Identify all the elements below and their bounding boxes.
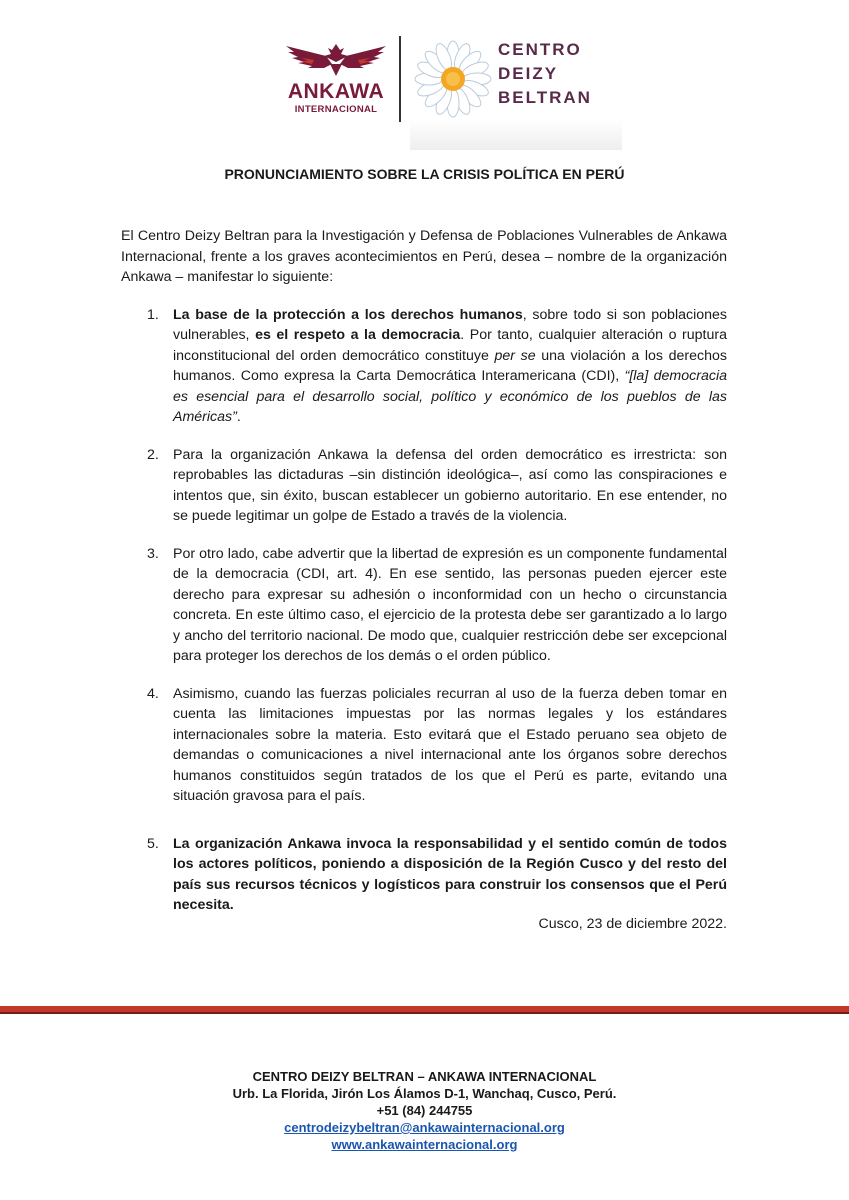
header-shade: [410, 120, 622, 150]
list-item-1: [121, 305, 727, 428]
centro-line-1: CENTRO: [498, 40, 582, 59]
item-number: 2.: [147, 446, 159, 463]
item-text: Para la organización Ankawa la defensa del orden democrático es irrestricta: son reprobables las dictaduras –sin distinción ideológica–, así como las conspiraciones e intentos que, sin éxito, buscan establecer un gobierno autoritario. En ese entender, no se puede legitimar un golpe de Estado a través de la violencia.: [173, 446, 727, 524]
eagle-icon: [284, 40, 388, 80]
footer-address: Urb. La Florida, Jirón Los Álamos D-1, Wanchaq, Cusco, Perú.: [232, 1086, 617, 1101]
footer-org: CENTRO DEIZY BELTRAN – ANKAWA INTERNACIONAL: [252, 1069, 597, 1084]
list-item-5: [121, 834, 727, 916]
list-item-3: [121, 544, 727, 667]
item-1-italic-5: per se: [494, 347, 536, 364]
document-body: [121, 226, 727, 916]
ankawa-logo: [280, 40, 392, 120]
item-text: Asimismo, cuando las fuerzas policiales recurran al uso de la fuerza deben tomar en cuenta las limitaciones impuestas por las normas legales y los estándares internacionales sobre la materia. Esto evitará que el Estado peruano sea objeto de demandas o comunicaciones a nivel internacional ante los órganos sobre derechos humanos constituidos según tratados de los que el Perú es parte, evitando una situación gravosa para el país.: [173, 685, 727, 804]
footer-website-link[interactable]: www.ankawainternacional.org: [331, 1137, 518, 1152]
item-1-text-8: .: [236, 409, 241, 425]
ankawa-name: ANKAWA: [287, 80, 385, 103]
ankawa-subtitle: INTERNACIONAL: [294, 104, 378, 115]
footer-divider-shadow: [0, 1012, 849, 1014]
footer-phone: +51 (84) 244755: [376, 1103, 473, 1118]
logo-divider: [399, 36, 401, 122]
item-number: 4.: [147, 685, 159, 702]
item-text: Por otro lado, cabe advertir que la libertad de expresión es un componente fundamental de la democracia (CDI, art. 4). En ese sentido, las personas pueden ejercer este derecho para expresar su adhesión o inconformidad con un hecho o circunstancia concreta. En este último caso, el ejercicio de la protesta debe ser garantizado a lo largo y ancho del territorio nacional. De modo que, cualquier restricción debe ser excepcional para proteger los derechos de los demás o el orden público.: [173, 545, 727, 664]
item-text: [173, 305, 727, 428]
item-1-bold-1: La base de la protección a los derechos humanos: [173, 306, 523, 323]
centro-line-3: BELTRAN: [498, 88, 592, 107]
footer-email-link[interactable]: centrodeizybeltran@ankawainternacional.org: [284, 1120, 565, 1135]
centro-line-2: DEIZY: [498, 64, 559, 83]
date-line: Cusco, 23 de diciembre 2022.: [538, 916, 727, 932]
document-title: PRONUNCIAMIENTO SOBRE LA CRISIS POLÍTICA EN PERÚ: [224, 166, 625, 182]
item-1-text-6: una violación a los derechos humanos. Como expresa la Carta Democrática Interamericana (CDI),: [173, 347, 728, 384]
item-1-text-2: , sobre todo si son poblaciones vulnerables,: [173, 306, 727, 343]
list-item-2: [121, 445, 727, 527]
item-1-bold-3: es el respeto a la democracia: [255, 327, 461, 343]
footer: [0, 1068, 849, 1153]
centro-deizy-beltran-logo: [410, 38, 622, 150]
list-item-4: [121, 684, 727, 807]
daisy-flower-icon: [414, 40, 492, 118]
item-1-text-4: . Por tanto, cualquier alteración o ruptura inconstitucional del orden democrático constituye: [173, 327, 727, 364]
item-number: 5.: [147, 835, 159, 852]
item-1-italic-7: “[la] democracia es esencial para el desarrollo social, político y económico de los pueblos de las Américas”: [173, 368, 727, 425]
item-number: 1.: [147, 306, 159, 323]
item-number: 3.: [147, 545, 159, 562]
item-text: La organización Ankawa invoca la responsabilidad y el sentido común de todos los actores políticos, poniendo a disposición de la Región Cusco y del resto del país sus recursos técnicos y logísticos para construir los consensos que el Perú necesita.: [173, 835, 727, 913]
intro-paragraph: El Centro Deizy Beltran para la Investigación y Defensa de Poblaciones Vulnerables de Ankawa Internacional, frente a los graves acontecimientos en Perú, desea – nombre de la organización Ankawa – manifestar lo siguiente:: [121, 228, 727, 285]
letterhead: [0, 0, 849, 150]
